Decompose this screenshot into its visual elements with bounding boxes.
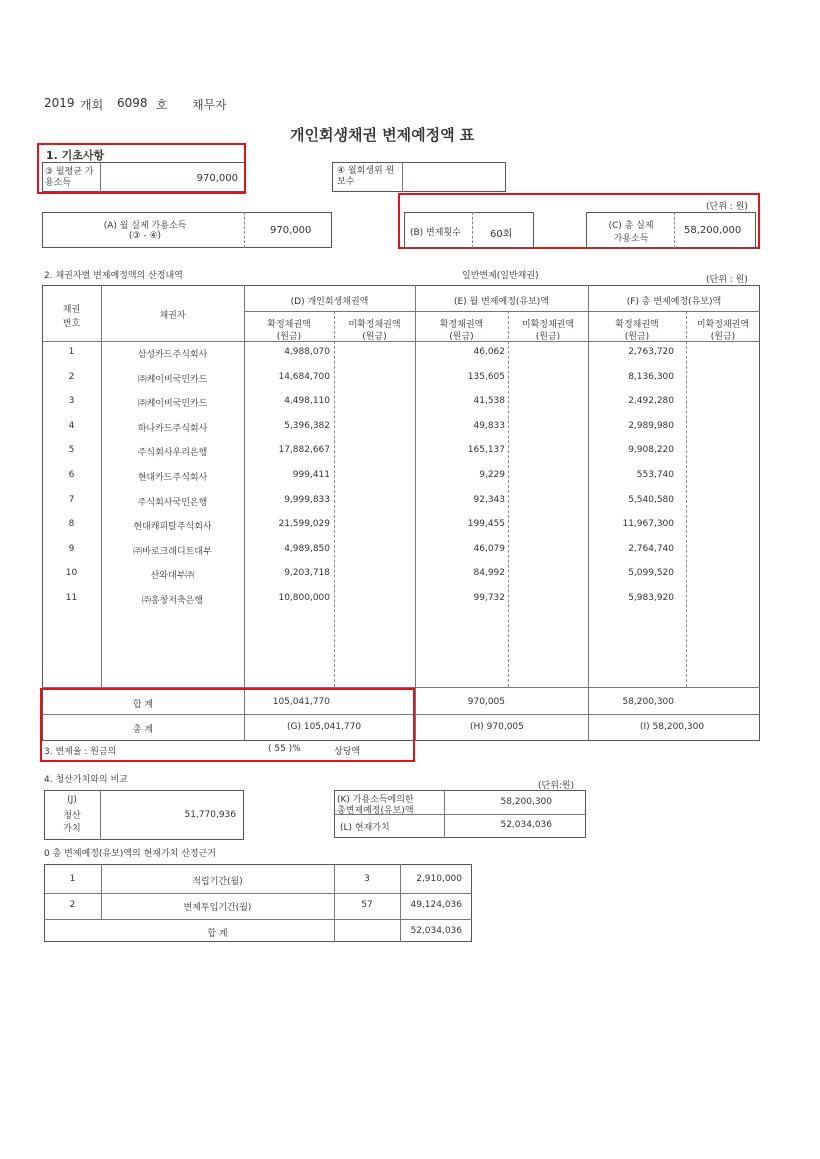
d-confirmed-header-sub: (원금) bbox=[276, 332, 302, 342]
pv-row-label: 적립기간(월) bbox=[192, 877, 243, 887]
row-d-confirmed: 9,203,718 bbox=[284, 568, 330, 578]
row-f-confirmed: 5,099,520 bbox=[628, 568, 674, 578]
j-label-line3: 가치 bbox=[63, 824, 81, 834]
total-e: (H) 970,005 bbox=[470, 722, 524, 732]
row-creditor: ㈜케이비국민카드 bbox=[137, 399, 208, 409]
row-f-confirmed: 2,764,740 bbox=[628, 544, 674, 554]
pv-row-months: 3 bbox=[364, 874, 370, 884]
l-label: (L) 현재가치 bbox=[340, 823, 390, 833]
row-e-confirmed: 46,062 bbox=[473, 347, 505, 357]
row-no: 5 bbox=[68, 445, 75, 455]
c-label-line1: (C) 총 실제 bbox=[608, 221, 654, 231]
row-f-confirmed: 8,136,300 bbox=[628, 372, 674, 382]
b-value: 60회 bbox=[490, 229, 513, 240]
total-d: (G) 105,041,770 bbox=[287, 722, 362, 732]
c-label-line2: 가용소득 bbox=[613, 234, 649, 244]
section2-heading: 2. 채권자별 변제예정액의 산정내역 bbox=[44, 271, 183, 281]
e-unconfirmed-header-sub: (원금) bbox=[535, 332, 561, 342]
a-label-line1: (A) 월 실제 가용소득 bbox=[103, 221, 187, 231]
row-f-confirmed: 5,983,920 bbox=[628, 593, 674, 603]
f-unconfirmed-header: 미확정채권액 bbox=[696, 320, 750, 330]
col-no-header-line1: 채권 bbox=[62, 305, 81, 315]
row-e-confirmed: 84,992 bbox=[473, 568, 505, 578]
row-creditor: ㈜바로크래디트대부 bbox=[133, 547, 212, 557]
item4-label: ④ 월회생위 원 보수 bbox=[337, 166, 395, 187]
row-no: 11 bbox=[65, 593, 78, 603]
row-e-confirmed: 9,229 bbox=[479, 470, 505, 480]
row-d-confirmed: 17,882,667 bbox=[278, 445, 330, 455]
d-unconfirmed-header: 미확정채권액 bbox=[348, 320, 401, 330]
pv-row-months: 57 bbox=[361, 900, 373, 910]
pv-row-value: 2,910,000 bbox=[416, 874, 462, 884]
pv-total-value: 52,034,036 bbox=[410, 926, 462, 936]
subtotal-label: 합 계 bbox=[132, 700, 154, 710]
case-suffix: 호 bbox=[156, 98, 168, 112]
row-no: 6 bbox=[68, 470, 75, 480]
party-label: 채무자 bbox=[192, 98, 227, 112]
f-unconfirmed-header-sub: (원금) bbox=[710, 332, 736, 342]
k-label-line1: (K) 가용소득에의한 bbox=[337, 795, 414, 805]
section4-unit: (단위:원) bbox=[538, 781, 575, 791]
total-f: (I) 58,200,300 bbox=[640, 722, 705, 732]
section1-heading: 1. 기초사항 bbox=[46, 149, 105, 162]
row-d-confirmed: 21,599,029 bbox=[278, 519, 330, 529]
row-f-confirmed: 2,492,280 bbox=[628, 396, 674, 406]
subtotal-d: 105,041,770 bbox=[272, 697, 330, 707]
row-creditor: 현대카드주식회사 bbox=[137, 473, 208, 483]
row-d-confirmed: 4,988,070 bbox=[284, 347, 330, 357]
case-type: 개회 bbox=[80, 98, 104, 112]
row-creditor: 현대캐피탈주식회사 bbox=[133, 522, 212, 532]
pv-total-label: 합 계 bbox=[207, 929, 228, 939]
row-d-confirmed: 4,498,110 bbox=[284, 396, 330, 406]
pv-row-no: 2 bbox=[69, 900, 76, 910]
row-no: 1 bbox=[68, 347, 75, 357]
section2-unit: (단위 : 원) bbox=[706, 275, 748, 285]
row-creditor: 주식회사우리은행 bbox=[137, 448, 208, 458]
col-no-header-line2: 번호 bbox=[62, 319, 81, 329]
f-confirmed-header-sub: (원금) bbox=[624, 332, 650, 342]
row-creditor: ㈜흥창저축은행 bbox=[141, 596, 204, 606]
e-confirmed-header-sub: (원금) bbox=[449, 332, 474, 342]
row-no: 8 bbox=[68, 519, 75, 529]
pv-row-label: 변제투입기간(월) bbox=[183, 903, 252, 913]
row-f-confirmed: 2,989,980 bbox=[628, 421, 674, 431]
section3-heading: 3. 변제율 : 원금의 bbox=[44, 747, 117, 757]
subtotal-e: 970,005 bbox=[467, 697, 505, 707]
row-no: 7 bbox=[68, 495, 75, 505]
col-d-header: (D) 개인회생채권액 bbox=[290, 297, 369, 307]
col-e-header: (E) 월 변제예정(유보)액 bbox=[453, 297, 549, 307]
row-no: 2 bbox=[68, 372, 75, 382]
row-no: 3 bbox=[68, 396, 75, 406]
row-e-confirmed: 165,137 bbox=[467, 445, 505, 455]
row-e-confirmed: 41,538 bbox=[473, 396, 505, 406]
d-unconfirmed-header-sub: (원금) bbox=[362, 332, 387, 342]
e-confirmed-header: 확정채권액 bbox=[439, 320, 484, 330]
row-e-confirmed: 135,605 bbox=[467, 372, 505, 382]
page-title: 개인회생채권 변제예정액 표 bbox=[290, 126, 475, 144]
row-d-confirmed: 9,999,833 bbox=[284, 495, 330, 505]
j-label-line2: 청산 bbox=[63, 811, 81, 821]
row-d-confirmed: 5,396,382 bbox=[284, 421, 330, 431]
section5-heading: 0 총 변제예정(유보)액의 현재가치 산정근거 bbox=[44, 849, 216, 859]
row-e-confirmed: 99,732 bbox=[473, 593, 505, 603]
row-no: 9 bbox=[68, 544, 75, 554]
subtotal-f: 58,200,300 bbox=[622, 697, 674, 707]
pv-row-value: 49,124,036 bbox=[410, 900, 462, 910]
row-no: 4 bbox=[68, 421, 75, 431]
col-f-header: (F) 총 변제예정(유보)액 bbox=[626, 297, 722, 307]
repayment-rate-suffix: 상당액 bbox=[334, 747, 361, 757]
a-label-line2: (③ - ④) bbox=[128, 231, 162, 241]
k-value: 58,200,300 bbox=[500, 797, 552, 807]
row-d-confirmed: 4,989,850 bbox=[284, 544, 330, 554]
row-creditor: 주식회사국민은행 bbox=[137, 498, 208, 508]
row-d-confirmed: 14,684,700 bbox=[278, 372, 330, 382]
j-value: 51,770,936 bbox=[184, 810, 236, 820]
row-f-confirmed: 2,763,720 bbox=[628, 347, 674, 357]
row-e-confirmed: 46,079 bbox=[473, 544, 505, 554]
d-confirmed-header: 확정채권액 bbox=[267, 320, 311, 330]
row-f-confirmed: 9,908,220 bbox=[628, 445, 674, 455]
total-label: 총 계 bbox=[132, 725, 154, 735]
row-f-confirmed: 5,540,580 bbox=[628, 495, 674, 505]
a-value: 970,000 bbox=[270, 225, 312, 236]
row-e-confirmed: 199,455 bbox=[467, 519, 505, 529]
e-unconfirmed-header: 미확정채권액 bbox=[521, 320, 575, 330]
c-value: 58,200,000 bbox=[684, 225, 742, 236]
row-no: 10 bbox=[65, 568, 78, 578]
case-number: 6098 bbox=[117, 96, 148, 110]
row-d-confirmed: 999,411 bbox=[292, 470, 330, 480]
row-d-confirmed: 10,800,000 bbox=[278, 593, 330, 603]
j-label-line1: (J) bbox=[67, 795, 77, 805]
pv-row-no: 1 bbox=[69, 874, 76, 884]
section1-unit: (단위 : 원) bbox=[706, 202, 748, 212]
case-year: 2019 bbox=[44, 96, 75, 110]
item3-label: ③ 월평균 가용소득 bbox=[45, 167, 94, 188]
l-value: 52,034,036 bbox=[500, 820, 552, 830]
f-confirmed-header: 확정채권액 bbox=[615, 320, 659, 330]
row-creditor: ㈜케이비국민카드 bbox=[137, 375, 208, 385]
row-e-confirmed: 49,833 bbox=[473, 421, 505, 431]
highlight-basic-info bbox=[37, 143, 246, 194]
b-label: (B) 변제횟수 bbox=[410, 228, 461, 238]
row-e-confirmed: 92,343 bbox=[473, 495, 505, 505]
col-creditor-header: 채권자 bbox=[159, 311, 186, 321]
row-f-confirmed: 11,967,300 bbox=[622, 519, 674, 529]
row-creditor: 하나카드주식회사 bbox=[137, 424, 208, 434]
row-creditor: 산와대부㈜ bbox=[150, 571, 195, 581]
section2-category: 일반변제(일반채권) bbox=[462, 271, 539, 281]
k-label-line2: 총변제예정(유보)액 bbox=[337, 806, 414, 816]
row-f-confirmed: 553,740 bbox=[636, 470, 674, 480]
section4-heading: 4. 청산가치와의 비교 bbox=[44, 775, 128, 785]
repayment-rate: ( 55 )% bbox=[268, 744, 301, 754]
row-creditor: 삼성카드주식회사 bbox=[137, 350, 208, 360]
item3-value: 970,000 bbox=[196, 173, 238, 184]
